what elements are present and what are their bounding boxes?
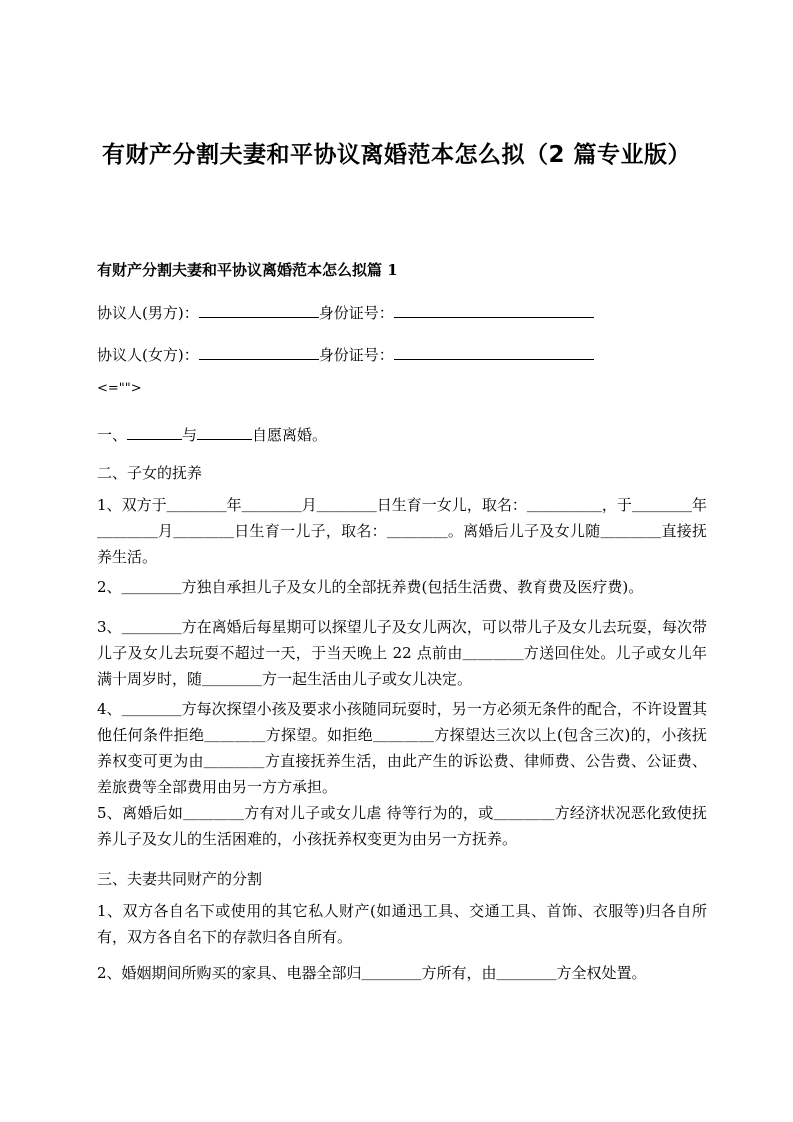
blank-field bbox=[127, 425, 182, 440]
blank-field bbox=[199, 303, 319, 318]
blank-field bbox=[394, 345, 594, 360]
party-male-line bbox=[97, 302, 594, 323]
section-3-heading: 三、夫妻共同财产的分割 bbox=[97, 870, 263, 888]
clause-1-and: 与 bbox=[182, 426, 198, 444]
party-male-label: 协议人(男方)： bbox=[97, 304, 199, 322]
id-label: 身份证号： bbox=[318, 304, 394, 322]
blank-field bbox=[394, 303, 594, 318]
paragraph-2-2: 2、＿＿＿＿方独自承担儿子及女儿的全部抚养费(包括生活费、教育费及医疗费)。 bbox=[97, 578, 644, 596]
clause-1-prefix: 一、 bbox=[97, 426, 128, 444]
party-female-label: 协议人(女方)： bbox=[97, 346, 199, 364]
paragraph-2-1: 1、双方于＿＿＿＿年＿＿＿＿月＿＿＿＿日生育一女儿，取名：＿＿＿＿＿，于＿＿＿＿年＿＿＿＿月＿＿＿＿日生育一儿子，取名：＿＿＿＿。离婚后儿子及女儿随＿＿＿＿直接抚养生活。 bbox=[97, 496, 707, 566]
paragraph-2-5: 5、离婚后如＿＿＿＿方有对儿子或女儿虐 待等行为的，或＿＿＿＿方经济状况恶化致使抚养儿子及女儿的生活困难的，小孩抚养权变更为由另一方抚养。 bbox=[97, 804, 707, 848]
clause-1-suffix: 自愿离婚。 bbox=[252, 426, 328, 444]
party-female-line bbox=[97, 344, 594, 365]
blank-field bbox=[199, 345, 319, 360]
document-title: 有财产分割夫妻和平协议离婚范本怎么拟（2 篇专业版） bbox=[101, 142, 691, 168]
clause-1 bbox=[97, 424, 327, 445]
id-label: 身份证号： bbox=[318, 346, 394, 364]
paragraph-2-3: 3、＿＿＿＿方在离婚后每星期可以探望儿子及女儿两次，可以带儿子及女儿去玩耍，每次带儿子及女儿去玩耍不超过一天，于当天晚上 22 点前由＿＿＿＿方送回住处。儿子或女儿年满十周岁时，随＿＿＿＿方一起生活由儿子或女儿决定。 bbox=[97, 618, 707, 688]
paragraph-3-1: 1、双方各自名下或使用的其它私人财产(如通迅工具、交通工具、首饰、衣服等)归各自所有，双方各自名下的存款归各自所有。 bbox=[97, 902, 707, 946]
blank-field bbox=[197, 425, 252, 440]
paragraph-3-2: 2、婚姻期间所购买的家具、电器全部归＿＿＿＿方所有，由＿＿＿＿方全权处置。 bbox=[97, 964, 647, 982]
section-2-heading: 二、子女的抚养 bbox=[97, 464, 203, 482]
paragraph-2-4: 4、＿＿＿＿方每次探望小孩及要求小孩随同玩耍时，另一方必须无条件的配合，不许设置其他任何条件拒绝＿＿＿＿方探望。如拒绝＿＿＿＿方探望达三次以上(包含三次)的，小孩抚养权变可更为由＿＿＿＿方直接抚养生活，由此产生的诉讼费、律师费、公告费、公证费、差旅费等全部费用由另一方方承担。 bbox=[97, 700, 707, 796]
section-heading: 有财产分割夫妻和平协议离婚范本怎么拟篇 1 bbox=[97, 261, 398, 279]
code-artifact: <=""> bbox=[97, 381, 142, 396]
